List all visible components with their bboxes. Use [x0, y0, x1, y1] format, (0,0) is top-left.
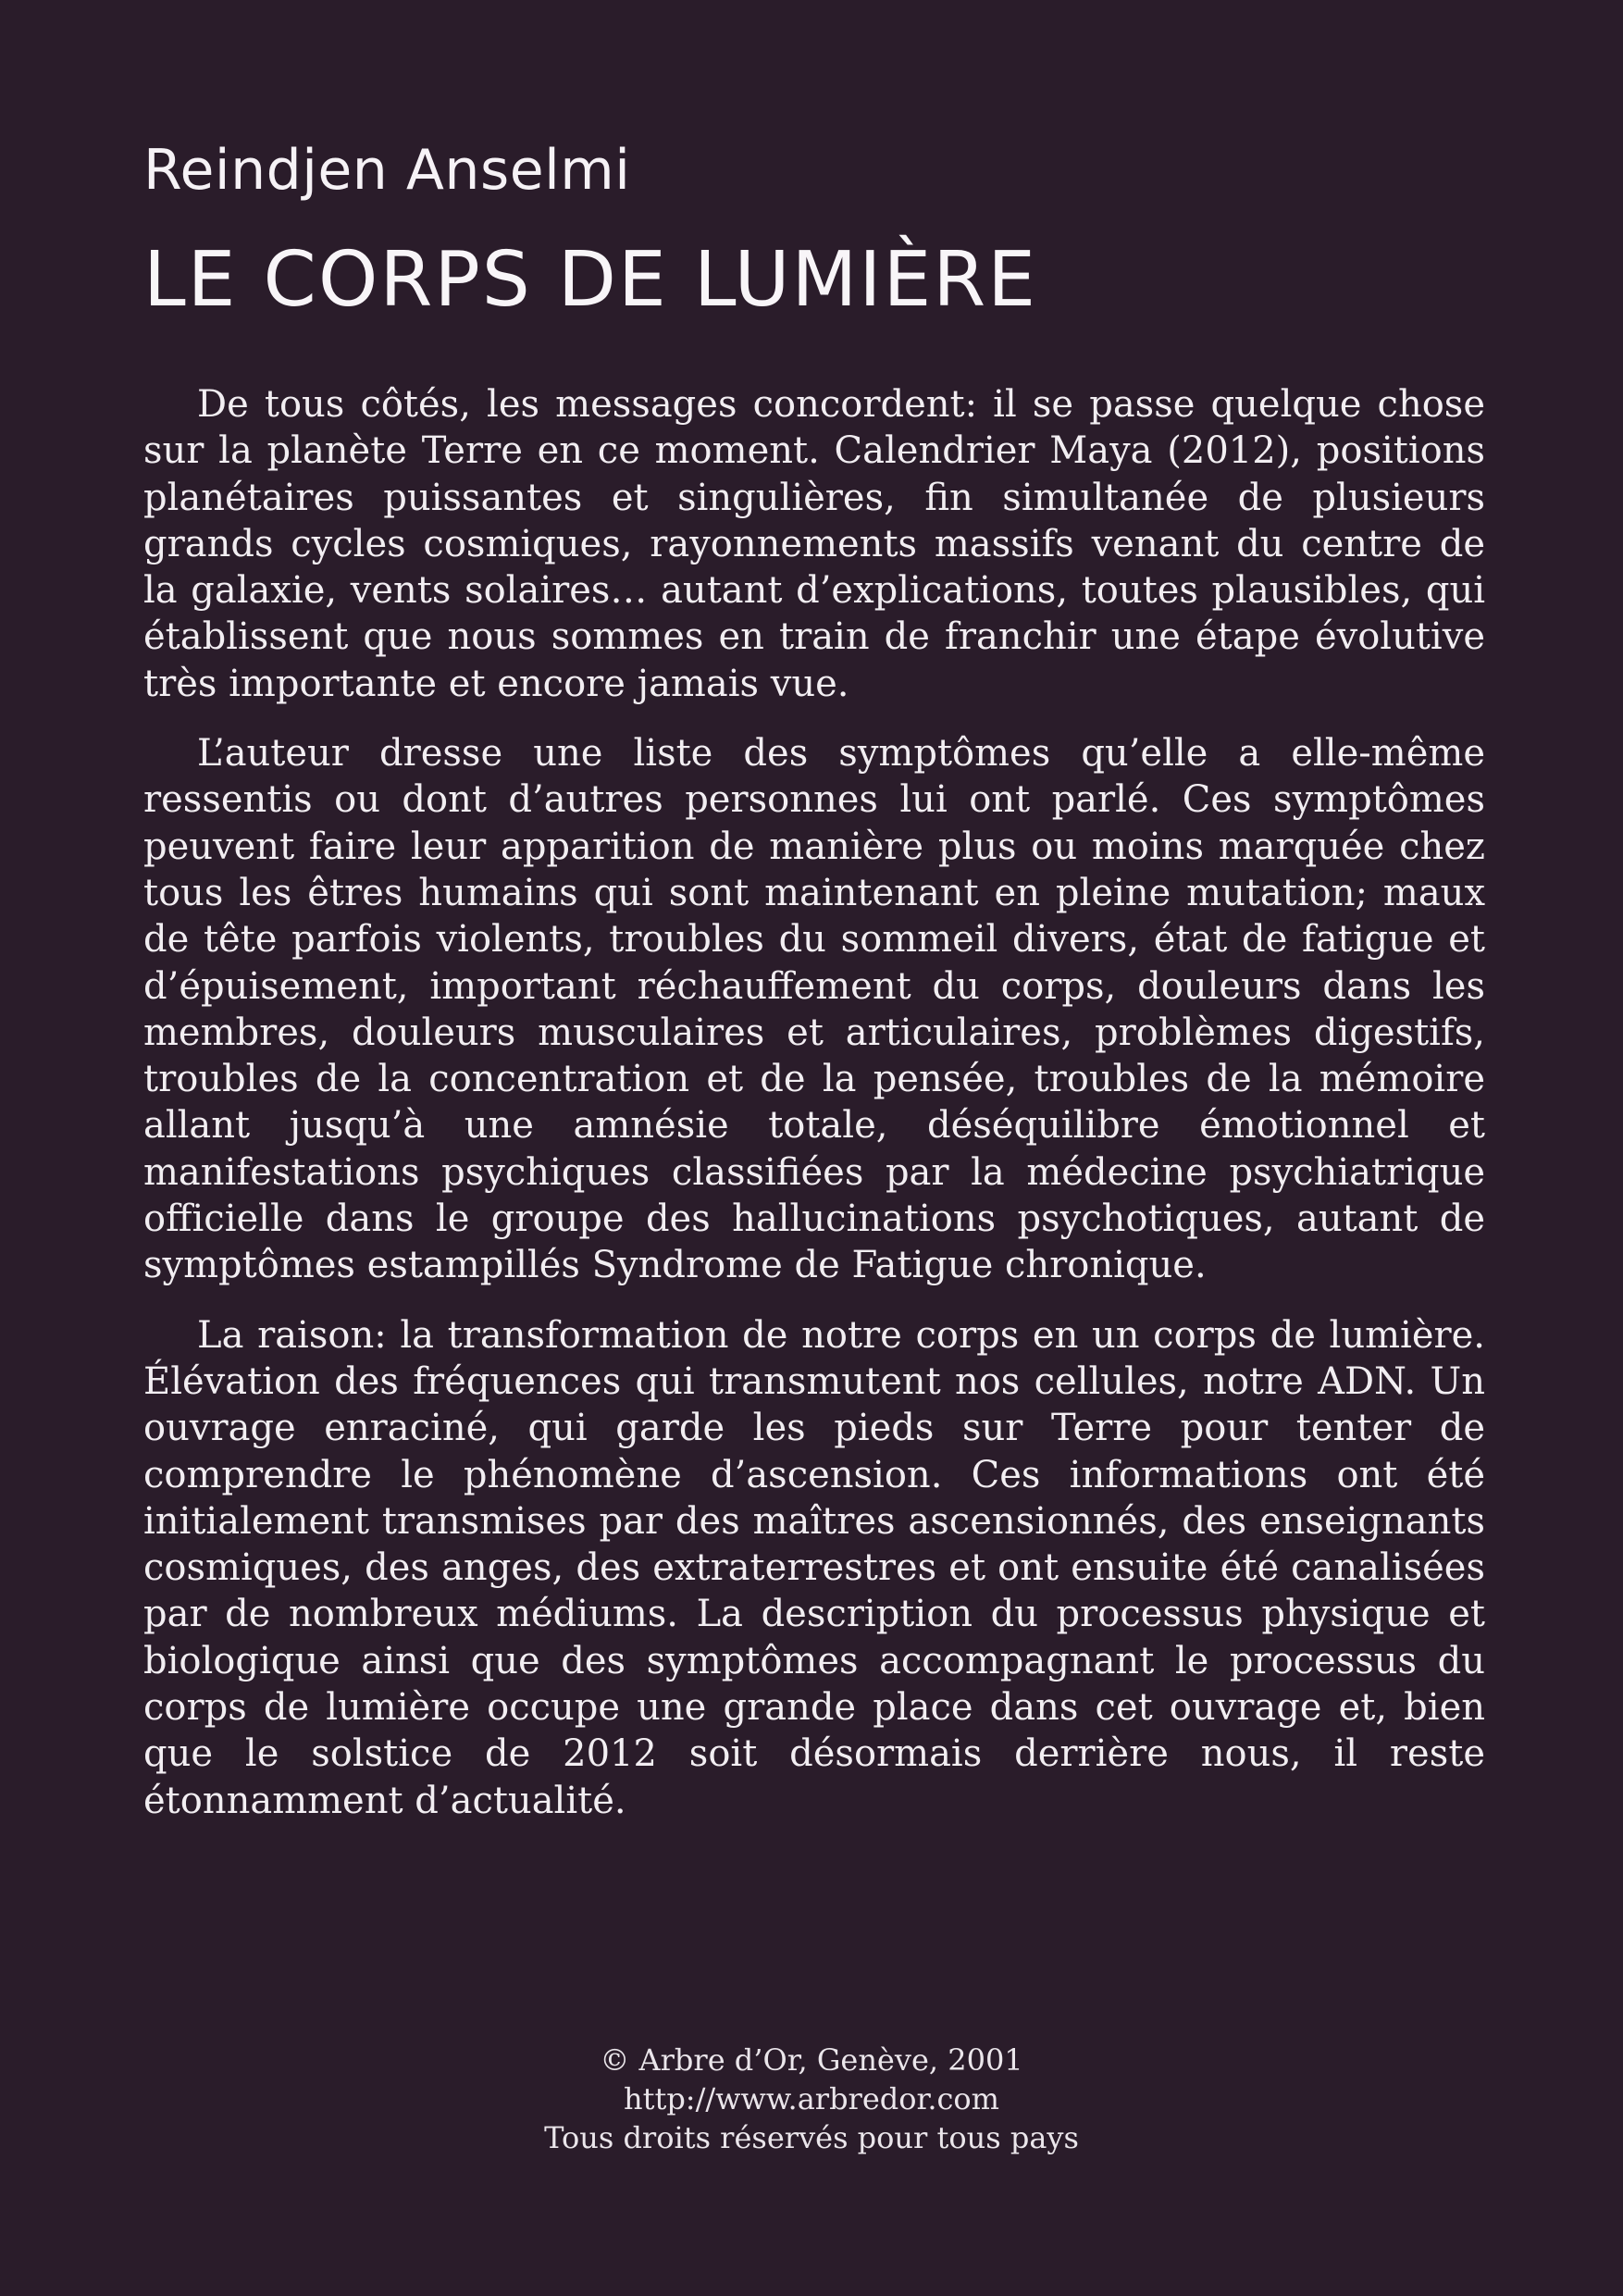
blurb-paragraph-1: De tous côtés, les messages concordent: il se passe quelque chose sur la planète Terre en ce moment. Calendrier Maya (2012), positions planétaires puissantes et singulières, fin simultanée de plusieurs grands cycles cosmiques, rayonnements massifs venant du centre de la galaxie, vents solaires… autant d’explications, toutes plausibles, qui établissent que nous sommes en train de franchir une étape évolutive très importante et encore jamais vue.: [143, 383, 1485, 705]
publisher-footer: [0, 2041, 1623, 2157]
blurb-text: [143, 381, 1485, 1847]
website-line: http://www.arbredor.com: [623, 2081, 1000, 2116]
author-name: Reindjen Anselmi: [143, 138, 631, 203]
blurb-paragraph-2: L’auteur dresse une liste des symptômes qu’elle a elle-même ressentis ou dont d’autres personnes lui ont parlé. Ces symptômes peuvent faire leur apparition de manière plus ou moins marquée chez tous les êtres humains qui sont maintenant en pleine mutation; maux de tête parfois violents, troubles du sommeil divers, état de fatigue et d’épuisement, important réchauffement du corps, douleurs dans les membres, douleurs musculaires et articulaires, problèmes digestifs, troubles de la concentration et de la pensée, troubles de la mémoire allant jusqu’à une amnésie totale, déséquilibre émotionnel et manifestations psychiques classifiées par la médecine psychiatrique officielle dans le groupe des hallucinations psychotiques, autant de symptômes estampillés Syndrome de Fatigue chronique.: [143, 732, 1485, 1287]
rights-line: Tous droits réservés pour tous pays: [544, 2120, 1079, 2155]
book-title: LE CORPS DE LUMIÈRE: [143, 236, 1038, 324]
blurb-paragraph-3: La raison: la transformation de notre corps en un corps de lumière. Élévation des fréquences qui transmutent nos cellules, notre ADN. Un ouvrage enraciné, qui garde les pieds sur Terre pour tenter de comprendre le phénomène d’ascension. Ces informations ont été initialement transmises par des maîtres ascensionnés, des enseignants cosmiques, des anges, des extraterrestres et ont ensuite été canalisées par de nombreux médiums. La description du processus physique et biologique ainsi que des symptômes accompagnant le processus du corps de lumière occupe une grande place dans cet ouvrage et, bien que le solstice de 2012 soit désormais derrière nous, il reste étonnamment d’actualité.: [143, 1313, 1485, 1822]
copyright-line: © Arbre d’Or, Genève, 2001: [600, 2042, 1023, 2078]
